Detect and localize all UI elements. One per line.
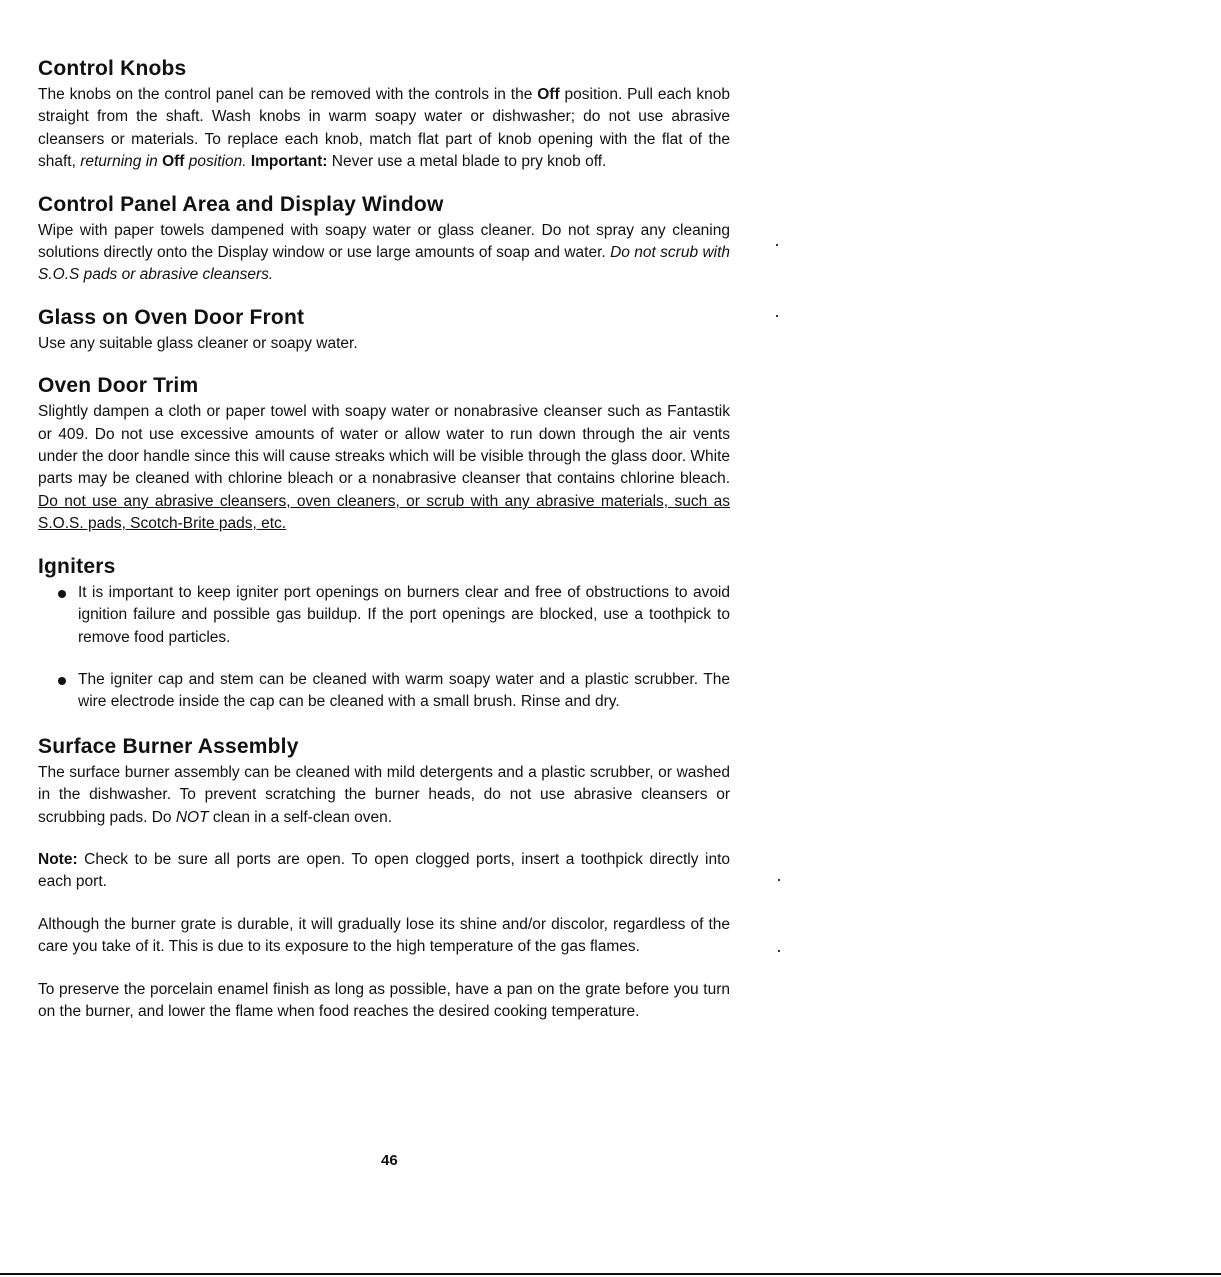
section-igniters bbox=[38, 554, 730, 714]
heading-burner: Surface Burner Assembly bbox=[38, 734, 299, 758]
section-control-knobs bbox=[38, 56, 730, 174]
paragraph-burner-4: To preserve the porcelain enamel finish as long as possible, have a pan on the grate before you turn on the burner, and lower the flame when food reaches the desired cooking temperature. bbox=[38, 980, 730, 1020]
bullet-icon bbox=[58, 677, 66, 685]
section-burner bbox=[38, 734, 730, 1024]
paragraph-control-knobs: The knobs on the control panel can be removed with the controls in the Off position. Pull each knob straight from the shaft. Wash knobs in warm soapy water or dishwasher; do not use abrasive cleansers or materials. To replace each knob, match flat part of knob opening with the flat of the shaft, returning in Off position. Important: Never use a metal blade to pry knob off. bbox=[38, 86, 730, 171]
scan-speck bbox=[776, 244, 778, 246]
scan-speck bbox=[778, 879, 780, 881]
page-number: 46 bbox=[381, 1152, 398, 1169]
heading-control-panel: Control Panel Area and Display Window bbox=[38, 192, 444, 216]
heading-control-knobs: Control Knobs bbox=[38, 57, 187, 80]
manual-page bbox=[38, 56, 730, 1041]
list-item: The igniter cap and stem can be cleaned with warm soapy water and a plastic scrubber. The wire electrode inside the cap can be cleaned with a small brush. Rinse and dry. bbox=[38, 669, 730, 714]
igniters-list bbox=[38, 582, 730, 714]
bullet-icon bbox=[58, 590, 66, 598]
list-item: It is important to keep igniter port openings on burners clear and free of obstructions to avoid ignition failure and possible gas buildup. If the port openings are blocked, use a toothpick to remove food particles. bbox=[38, 582, 730, 649]
heading-glass: Glass on Oven Door Front bbox=[38, 305, 305, 329]
section-trim bbox=[38, 373, 730, 535]
scan-speck bbox=[776, 315, 778, 317]
paragraph-burner-3: Although the burner grate is durable, it will gradually lose its shine and/or discolor, regardless of the care you take of it. This is due to its exposure to the high temperature of the gas flames. bbox=[38, 915, 730, 956]
paragraph-trim: Slightly dampen a cloth or paper towel with soapy water or nonabrasive cleanser such as Fantastik or 409. Do not use excessive amounts of water or allow water to run down through the air vents under the door handle since this will cause streaks which will be visible through the glass door. White parts may be cleaned with chlorine bleach or a nonabrasive cleanser that contains chlorine bleach. Do not use any abrasive cleansers, oven cleaners, or scrub with any abrasive materials, such as S.O.S. pads, Scotch-Brite pads, etc. bbox=[38, 403, 730, 533]
paragraph-glass: Use any suitable glass cleaner or soapy water. bbox=[38, 334, 358, 352]
underlined-warning: Do not use any abrasive cleansers, oven cleaners, or scrub with any abrasive materials, such as S.O.S. pads, Scotch-Brite pads, etc. bbox=[38, 492, 730, 533]
paragraph-note: Note: Check to be sure all ports are open. To open clogged ports, insert a toothpick directly into each port. bbox=[38, 850, 730, 891]
section-control-panel bbox=[38, 192, 730, 287]
heading-trim: Oven Door Trim bbox=[38, 374, 199, 398]
paragraph-control-panel: Wipe with paper towels dampened with soapy water or glass cleaner. Do not spray any cleaning solutions directly onto the Display window or use large amounts of soap and water. Do not scrub with S.O.S pads or abrasive cleansers. bbox=[38, 221, 731, 284]
bottom-rule bbox=[0, 1273, 1221, 1275]
scan-speck bbox=[778, 950, 780, 952]
section-glass bbox=[38, 305, 730, 355]
heading-igniters: Igniters bbox=[38, 554, 116, 578]
paragraph-burner-1: The surface burner assembly can be cleaned with mild detergents and a plastic scrubber, or washed in the dishwasher. To prevent scratching the burner heads, do not use abrasive cleansers or scrubbing pads. Do NOT clean in a self-clean oven. bbox=[38, 763, 730, 826]
